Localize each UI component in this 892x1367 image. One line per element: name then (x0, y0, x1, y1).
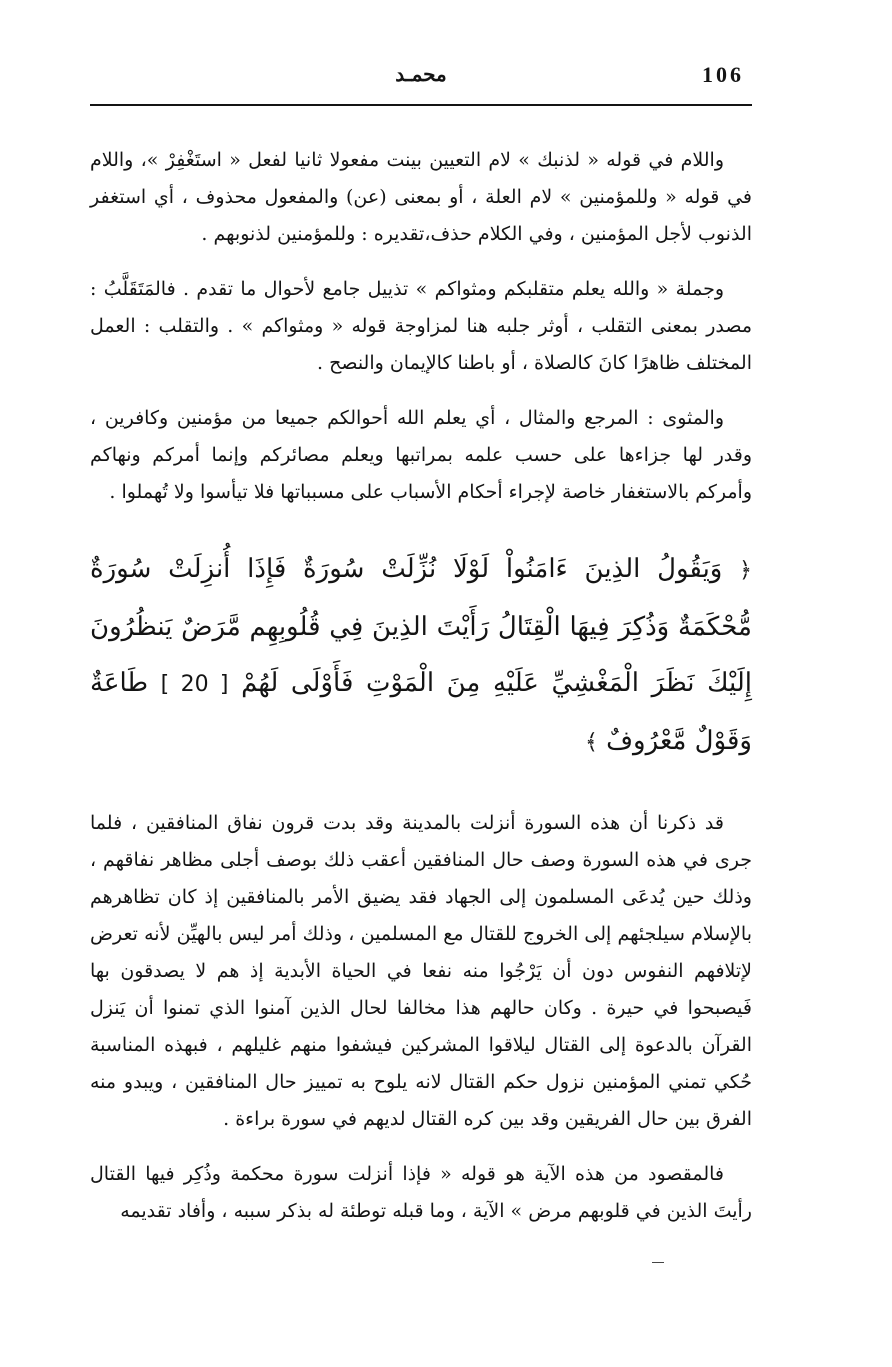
paragraph-gap (90, 771, 752, 805)
verse-close-bracket: ﴾ (584, 730, 598, 755)
page-number: 106 (702, 62, 744, 87)
paragraph-commentary: قد ذكرنا أن هذه السورة أنزلت بالمدينة وقد بدت قرون نفاق المنافقين ، فلما جرى في هذه السورة وصف حال المنافقين أعقب ذلك بوصف أجلى مظاهر نفاقهم ، وذلك حين يُدعَى المسلمون إلى الجهاد فقد يضيق الأمر بالمنافقين إذ كان تظاهرهم بالإسلام سيلجئهم إلى الخروج للقتال مع المسلمين ، وذلك أمر ليس بالهيِّن لأنه تعرض لإتلافهم النفوس دون أن يَرْجُوا منه نفعا في الحياة الأبدية إذ هم لا يصدقون بها فَيصبحوا في حيرة . وكان حالهم هذا مخالفا لحال الذين آمنوا الذي تمنوا أن يَنزل القرآن بالدعوة إلى القتال ليلاقوا المشركين فيشفوا منهم غليلهم ، فبهذه المناسبة حُكي تمني المؤمنين نزول حكم القتال لانه يلوح به تمييز حال المنافقين ، ويبدو منه الفرق بين حال الفريقين وقد بين كره القتال لديهم في سورة براءة . (90, 812, 752, 1130)
verse-text-end: طَاعَةٌ وَقَوْلٌ مَّعْرُوفٌ (90, 668, 752, 756)
paragraph-gap (90, 382, 752, 400)
quran-verse (90, 541, 752, 771)
paragraph-tadhyil: وجملة « والله يعلم متقلبكم ومثواكم » تذييل جامع لأحوال ما تقدم . فالمَتَقَلَّبُ : مصدر بمعنى التقلب ، أوثر جلبه هنا لمزاوجة قوله « ومثواكم » . والتقلب : العمل المختلف ظاهرًا كانَ كالصلاة ، أو باطنا كالإيمان والنصح . (90, 278, 752, 374)
paragraph-mathwa: والمثوى : المرجع والمثال ، أي يعلم الله أحوالكم جميعا من مؤمنين وكافرين ، وقدر لها جزاءها على حسب علمه بمراتبها ويعلم مصائركم وإنما أمركم ونهاكم وأمركم بالاستغفار خاصة لإجراء أحكام الأسباب على مسبباتها فلا تيأسوا ولا تُهملوا . (90, 407, 752, 503)
verse-open-bracket: ﴿ (739, 558, 752, 583)
ayah-number: [ 20 ] (160, 672, 229, 697)
page-body (90, 142, 752, 1230)
paragraph-gap (90, 511, 752, 541)
footer-mark (652, 1262, 664, 1263)
paragraph-lam-meaning: واللام في قوله « لذنبك » لام التعيين بينت مفعولا ثانيا لفعل « استَغْفِرْ »، واللام في قوله « وللمؤمنين » لام العلة ، أو بمعنى (عن) والمفعول محذوف ، أي استغفر الذنوب لأجل المؤمنين ، وفي الكلام حذف،تقديره : وللمؤمنين لذنوبهم . (90, 149, 752, 245)
paragraph-gap (90, 253, 752, 271)
paragraph-gap (90, 1138, 752, 1156)
paragraph-purpose: فالمقصود من هذه الآية هو قوله « فإذا أنزلت سورة محكمة وذُكِر فيها القتال رأيتَ الذين في قلوبهم مرض » الآية ، وما قبله توطئة له بذكر سببه ، وأفاد تقديمه (90, 1163, 752, 1222)
header-rule (90, 104, 752, 106)
running-title: محمـد (395, 62, 447, 86)
verse-text: وَيَقُولُ الذِينَ ءَامَنُواْ لَوْلَا نُزِّلَتْ سُورَةٌ فَإِذَا أُنزِلَتْ سُورَةٌ مُّحْكَمَةٌ وَذُكِرَ فِيهَا الْقِتَالُ رَأَيْتَ الذِينَ فِي قُلُوبِهِم مَّرَضٌ يَنظُرُونَ إِلَيْكَ نَظَرَ الْمَغْشِيِّ عَلَيْهِ مِنَ الْمَوْتِ فَأَوْلَى لَهُمْ (90, 554, 753, 698)
page-header (90, 62, 752, 102)
